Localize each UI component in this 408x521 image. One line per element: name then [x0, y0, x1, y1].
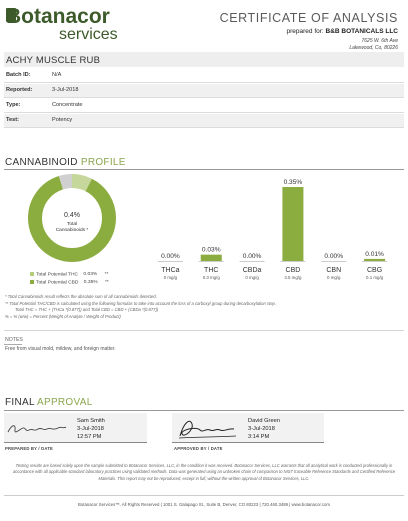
row-divider — [4, 112, 404, 113]
legend-total-cbd — [30, 280, 109, 285]
logo-wordmark-top: Botanacor — [6, 5, 110, 28]
sub-label-cbda: 0 mg/g — [245, 275, 259, 280]
product-name: ACHY MUSCLE RUB — [6, 55, 101, 66]
info-key: Test: — [6, 117, 19, 123]
total-cannabinoids-donut — [26, 172, 118, 264]
profile-heading-main: CANNABINOID — [5, 157, 78, 168]
info-row-test — [4, 114, 404, 128]
notes-title: NOTES — [5, 337, 23, 343]
profile-rule — [4, 169, 404, 170]
legend-value: 0.03% — [83, 272, 98, 278]
category-label-thca: THCa — [161, 267, 180, 274]
bar-thc — [201, 255, 222, 261]
prepared-by-label: PREPARED BY / DATE — [5, 446, 54, 451]
report-header — [0, 0, 408, 58]
info-row-type — [4, 99, 404, 113]
approved-time: 3:14 PM — [248, 434, 270, 440]
approval-heading — [5, 397, 93, 408]
footnote-line: * Total Cannabinoids result reflects the absolute sum of all cannabinoids detected. — [5, 294, 157, 299]
signature-underline — [179, 436, 236, 438]
info-value: 3-Jul-2018 — [52, 87, 79, 93]
approval-heading-main: FINAL — [5, 397, 35, 408]
profile-heading — [5, 157, 126, 168]
certificate-title: CERTIFICATE OF ANALYSIS — [219, 11, 398, 25]
prepared-for — [287, 28, 399, 35]
value-label-thc: 0.03% — [201, 246, 221, 254]
sub-label-cbn: 0 mg/g — [327, 275, 341, 280]
approved-date: 3-Jul-2018 — [248, 426, 275, 432]
category-label-cbg: CBG — [366, 267, 383, 274]
footer-rule — [4, 495, 404, 496]
legend-total-thc — [30, 272, 108, 277]
value-label-cbd: 0.35% — [283, 179, 303, 186]
prepared-for-label: prepared for: — [286, 28, 324, 35]
approval-rule — [4, 410, 404, 411]
legend-footnote-mark: ** — [105, 280, 109, 286]
footnote-line: % = % (w/w) = Percent (Weight of Analyte / Weight of Product) — [5, 314, 121, 320]
approved-by-label: APPROVED BY / DATE — [174, 446, 223, 451]
approved-details — [248, 417, 280, 441]
row-divider — [4, 97, 404, 98]
client-address-line-2: Lakewood, Co, 80226 — [349, 45, 398, 51]
bar-cbg — [364, 259, 385, 261]
sub-label-thca: 0 mg/g — [163, 275, 178, 280]
prepared-name: Sam Smith — [77, 418, 105, 424]
client-address-line-1: 7625 W. 6th Ave — [361, 38, 398, 44]
prepared-signature — [6, 420, 68, 438]
category-label-thc: THC — [204, 267, 219, 274]
prepared-sign-line — [4, 442, 147, 443]
signature-stroke — [8, 426, 66, 432]
row-divider — [4, 127, 404, 128]
legend-swatch — [30, 272, 34, 276]
sub-label-cbg: 0.1 mg/g — [366, 275, 384, 280]
info-value: N/A — [52, 72, 62, 78]
legend-label: Total Potential CBD — [36, 280, 79, 286]
sub-label-cbd: 3.5 mg/g — [284, 275, 302, 280]
disclaimer: Testing results are based solely upon the sample submitted to Botanacor Services, LLC, in the condition it was received. Botanacor Services, LLC warrants that all analytical work is conducted professionally in accordance with all applicable standard laboratory practices using validated methods. Data was generated using an unbroken chain of comparison to NIST traceable Reference Standards and Certified Reference Materials. This report may not be reproduced, except in full, without the written approval of Botanacor Services, LLC. — [12, 463, 396, 481]
approved-name: David Green — [248, 418, 280, 424]
info-value: Potency — [52, 117, 73, 123]
bar-cbd — [282, 187, 303, 261]
cannabinoid-bar-chart — [150, 175, 395, 285]
info-row-batch — [4, 69, 404, 83]
page-footer: Botanacor Services™, All Rights Reserved | 1001 S. Galapago St., Suite B, Denver, CO 80223 | 720.460.3489 | www.botanacor.com — [78, 502, 330, 507]
footnotes — [5, 294, 403, 321]
value-label-cbg: 0.01% — [365, 250, 384, 258]
legend-footnote-mark: ** — [104, 272, 109, 278]
prepared-date: 3-Jul-2018 — [77, 426, 104, 432]
total-cannabinoids-value: 0.4% — [64, 212, 80, 219]
legend-swatch — [30, 280, 34, 284]
row-divider — [4, 82, 404, 83]
client-name: B&B BOTANICALS LLC — [325, 28, 398, 35]
botanacor-logo — [5, 4, 145, 48]
signature-stroke — [180, 421, 234, 436]
legend-label: Total Potential THC — [36, 272, 79, 278]
approved-sign-line — [172, 442, 324, 443]
info-row-reported — [4, 84, 404, 98]
prepared-time: 12:57 PM — [77, 434, 102, 440]
footnote-line: Total THC = THC + (THCa *(0.877)) and Total CBD = CBD + (CBDa *(0.877)) — [15, 307, 159, 313]
prepared-details — [77, 417, 105, 441]
info-key: Reported: — [6, 87, 33, 93]
value-label-cbda: 0.00% — [242, 253, 262, 260]
profile-heading-light: PROFILE — [80, 157, 126, 168]
logo-wordmark-bottom: services — [59, 26, 118, 43]
info-key: Batch ID: — [6, 72, 31, 78]
approved-signature — [176, 416, 238, 442]
legend-value: 0.35% — [83, 280, 98, 286]
notes-rule — [4, 330, 404, 331]
notes-underline — [4, 344, 22, 345]
category-label-cbd: CBD — [285, 267, 301, 274]
value-label-cbn: 0.00% — [324, 253, 344, 260]
footnote-line: ** Total Potential THC/CBD is calculated using the following formulas to take into account the loss of a carboxyl group during decarboxylation step. — [5, 300, 277, 306]
info-key: Type: — [6, 102, 21, 108]
approval-heading-light: APPROVAL — [37, 397, 93, 408]
total-label-line-1: Total — [66, 222, 78, 227]
sub-label-thc: 0.3 mg/g — [202, 275, 220, 280]
category-label-cbda: CBDa — [242, 267, 262, 274]
category-label-cbn: CBN — [326, 267, 342, 274]
notes-body: Free from visual mold, mildew, and foreign matter. — [5, 346, 116, 352]
total-label-line-2: Cannabinoids * — [55, 228, 89, 233]
value-label-thca: 0.00% — [161, 253, 180, 260]
info-value: Concentrate — [52, 102, 83, 108]
